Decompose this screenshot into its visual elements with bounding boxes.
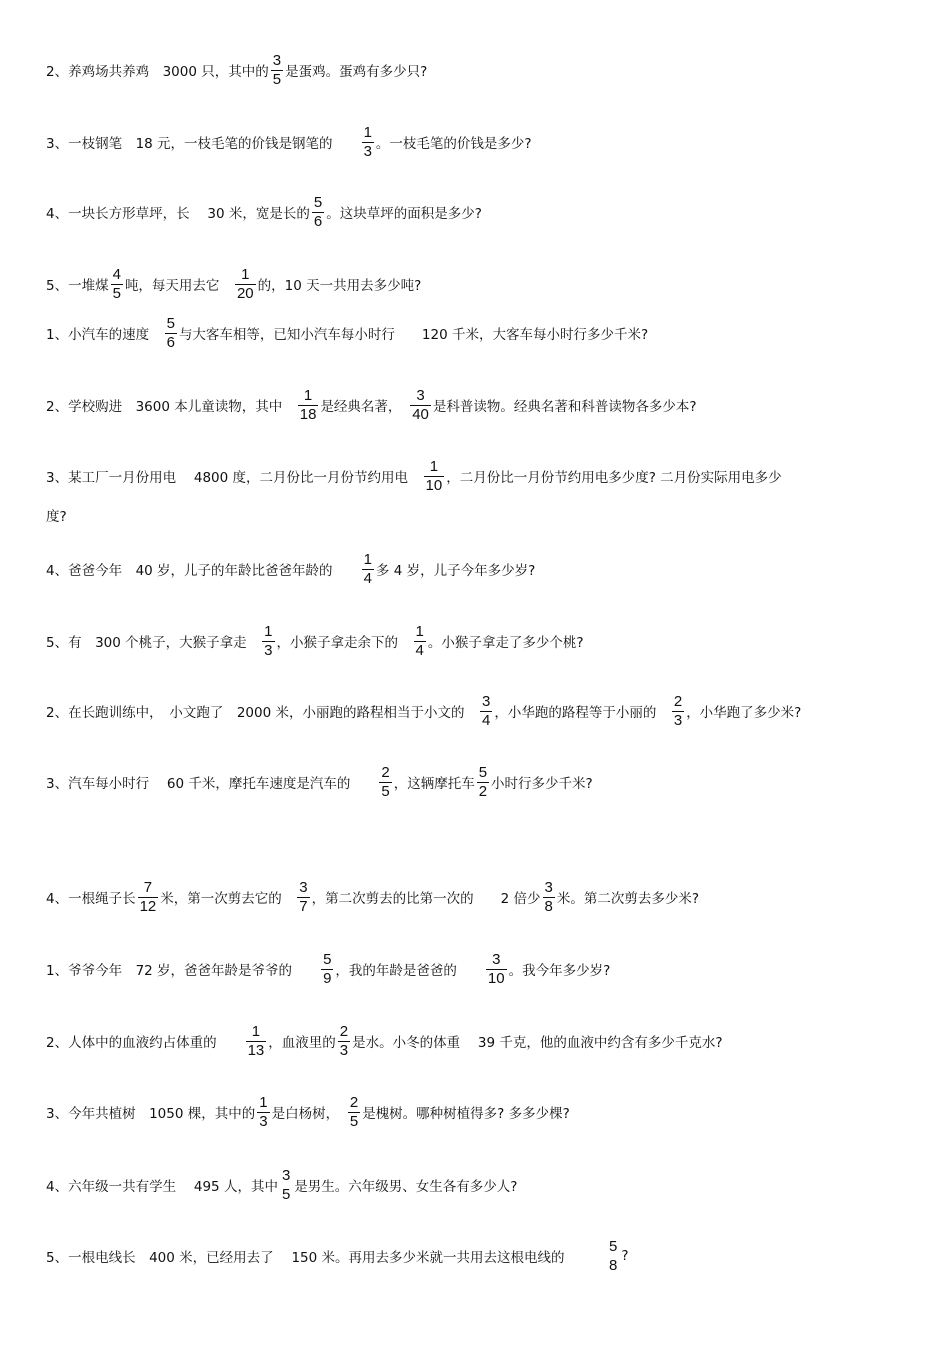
problem-line bbox=[46, 621, 910, 661]
fraction-denominator: 5 bbox=[349, 1112, 359, 1130]
fraction-denominator: 3 bbox=[673, 711, 683, 729]
fraction-numerator: 3 bbox=[281, 1166, 291, 1184]
fraction bbox=[280, 1168, 292, 1203]
fraction bbox=[410, 388, 431, 423]
fraction bbox=[477, 765, 489, 800]
problem-text: 。小猴子拿走了多少个桃? bbox=[427, 635, 584, 651]
problem-line bbox=[46, 192, 910, 232]
fraction bbox=[338, 1024, 350, 1059]
problem-text: ，血液里的 bbox=[268, 1035, 336, 1051]
fraction-numerator: 2 bbox=[381, 763, 390, 781]
fraction bbox=[414, 624, 426, 659]
fraction-numerator: 1 bbox=[241, 265, 250, 283]
fraction bbox=[672, 694, 684, 729]
fraction-numerator: 3 bbox=[492, 950, 501, 968]
problem-continuation: 度? bbox=[46, 509, 67, 525]
fraction-denominator: 5 bbox=[281, 1185, 291, 1203]
problem-text: 4、爸爸今年 40 岁，儿子的年龄比爸爸年龄的 bbox=[46, 563, 360, 579]
fraction bbox=[262, 624, 274, 659]
fraction bbox=[321, 952, 333, 987]
problem-text: 是白杨树， bbox=[271, 1106, 346, 1122]
fraction-denominator: 3 bbox=[264, 641, 273, 659]
problem-line bbox=[46, 1165, 910, 1205]
problem-text: 。我今年多少岁? bbox=[508, 963, 611, 979]
problem-text: 2、学校购进 3600 本儿童读物，其中 bbox=[46, 399, 296, 415]
fraction-numerator: 1 bbox=[429, 457, 439, 475]
problem-text: ? bbox=[621, 1248, 629, 1264]
fraction-denominator: 40 bbox=[412, 405, 429, 423]
fraction-denominator: 10 bbox=[487, 969, 505, 987]
problem-text: 5、有 300 个桃子，大猴子拿走 bbox=[46, 635, 261, 651]
problem-text: 3、某工厂一月份用电 4800 度，二月份比一月份节约用电 bbox=[46, 470, 422, 486]
fraction-numerator: 1 bbox=[303, 386, 313, 404]
fraction-denominator: 6 bbox=[166, 333, 175, 351]
problem-text: 。一枝毛笔的价钱是多少? bbox=[375, 136, 532, 152]
problem-text: 是槐树。哪种树植得多? 多多少棵? bbox=[362, 1106, 570, 1122]
problem-text: 5、一堆煤 bbox=[46, 278, 109, 294]
fraction bbox=[165, 316, 177, 351]
problem-text: ，这辆摩托车 bbox=[393, 776, 475, 792]
fraction bbox=[111, 267, 123, 302]
fraction bbox=[257, 1095, 269, 1130]
problem-text: 2、人体中的血液约占体重的 bbox=[46, 1035, 244, 1051]
fraction-numerator: 5 bbox=[166, 314, 175, 332]
fraction-numerator: 1 bbox=[363, 550, 372, 568]
fraction-denominator: 13 bbox=[247, 1041, 265, 1059]
fraction-numerator: 1 bbox=[259, 1093, 268, 1111]
problem-text: 1、爷爷今年 72 岁，爸爸年龄是爷爷的 bbox=[46, 963, 320, 979]
fraction bbox=[298, 388, 319, 423]
problem-text: 4、一块长方形草坪，长 30 米，宽是长的 bbox=[46, 206, 310, 222]
problem-text: 是男生。六年级男、女生各有多少人? bbox=[294, 1179, 518, 1195]
fraction bbox=[312, 195, 324, 230]
fraction bbox=[362, 552, 374, 587]
fraction bbox=[424, 459, 445, 494]
problem-line bbox=[46, 1092, 910, 1132]
problem-text: 是科普读物。经典名著和科普读物各多少本? bbox=[432, 399, 697, 415]
fraction-denominator: 6 bbox=[313, 212, 323, 230]
fraction-numerator: 3 bbox=[544, 878, 553, 896]
problem-line bbox=[46, 1021, 910, 1061]
fraction-denominator: 5 bbox=[272, 70, 282, 88]
fraction-denominator: 8 bbox=[609, 1256, 618, 1274]
problem-text: 4、六年级一共有学生 495 人，其中 bbox=[46, 1179, 278, 1195]
fraction-denominator: 9 bbox=[323, 969, 332, 987]
fraction-numerator: 5 bbox=[323, 950, 332, 968]
problem-text: 小时行多少千米? bbox=[491, 776, 593, 792]
problem-text: 5、一根电线长 400 米，已经用去了 150 米。再用去多少米就一共用去这根电线的 bbox=[46, 1250, 605, 1266]
problem-line bbox=[46, 877, 910, 917]
fraction-denominator: 10 bbox=[425, 476, 443, 494]
fraction-numerator: 3 bbox=[416, 386, 425, 404]
fraction-numerator: 1 bbox=[363, 123, 372, 141]
problem-text: 。这块草坪的面积是多少? bbox=[326, 206, 482, 222]
problem-line bbox=[46, 313, 910, 353]
problem-text: 3、一枝钢笔 18 元，一枝毛笔的价钱是钢笔的 bbox=[46, 136, 360, 152]
fraction bbox=[138, 880, 159, 915]
problem-text: 是水。小冬的体重 39 千克，他的血液中约含有多少千克水? bbox=[352, 1035, 723, 1051]
problem-text: 是经典名著， bbox=[320, 399, 409, 415]
problem-text: ，小华跑的路程等于小丽的 bbox=[494, 705, 670, 721]
fraction bbox=[486, 952, 507, 987]
fraction bbox=[543, 880, 555, 915]
fraction-numerator: 4 bbox=[112, 265, 121, 283]
fraction-denominator: 12 bbox=[139, 897, 157, 915]
fraction-denominator: 3 bbox=[363, 142, 372, 160]
problem-text: 多 4 岁，儿子今年多少岁? bbox=[375, 563, 536, 579]
fraction-numerator: 2 bbox=[339, 1022, 349, 1040]
problem-line bbox=[46, 264, 910, 304]
problem-text: 4、一根绳子长 bbox=[46, 891, 136, 907]
fraction bbox=[348, 1095, 360, 1130]
fraction-numerator: 2 bbox=[673, 692, 683, 710]
problem-line bbox=[46, 456, 910, 496]
fraction-denominator: 3 bbox=[259, 1112, 268, 1130]
fraction-numerator: 1 bbox=[415, 622, 424, 640]
problem-line bbox=[46, 122, 910, 162]
fraction-numerator: 1 bbox=[251, 1022, 261, 1040]
fraction-denominator: 4 bbox=[415, 641, 424, 659]
problem-line bbox=[46, 691, 910, 731]
fraction-denominator: 4 bbox=[482, 711, 491, 729]
problem-text: 3、今年共植树 1050 棵，其中的 bbox=[46, 1106, 256, 1122]
fraction-numerator: 5 bbox=[313, 193, 323, 211]
fraction-numerator: 7 bbox=[143, 878, 153, 896]
problem-text: 是蛋鸡。蛋鸡有多少只? bbox=[285, 64, 428, 80]
fraction bbox=[246, 1024, 267, 1059]
problem-text: ，我的年龄是爸爸的 bbox=[335, 963, 484, 979]
fraction bbox=[480, 694, 492, 729]
problem-line bbox=[46, 762, 910, 802]
fraction-denominator: 18 bbox=[299, 405, 317, 423]
fraction-numerator: 2 bbox=[349, 1093, 359, 1111]
problem-text: 米。第二次剪去多少米? bbox=[556, 891, 700, 907]
problem-text: 1、小汽车的速度 bbox=[46, 327, 163, 343]
problem-text: ，第二次剪去的比第一次的 2 倍少 bbox=[311, 891, 541, 907]
problem-line bbox=[46, 1236, 910, 1276]
problem-text: 与大客车相等，已知小汽车每小时行 120 千米，大客车每小时行多少千米? bbox=[178, 327, 649, 343]
fraction-denominator: 3 bbox=[339, 1041, 349, 1059]
fraction bbox=[271, 53, 283, 88]
fraction bbox=[235, 267, 256, 302]
problem-text: 的，10 天一共用去多少吨? bbox=[257, 278, 422, 294]
fraction-denominator: 7 bbox=[299, 897, 308, 915]
fraction-numerator: 1 bbox=[264, 622, 273, 640]
problem-text: 3、汽车每小时行 60 千米，摩托车速度是汽车的 bbox=[46, 776, 378, 792]
problem-text: ，小华跑了多少米? bbox=[686, 705, 802, 721]
problem-line bbox=[46, 549, 910, 589]
fraction-numerator: 3 bbox=[272, 51, 282, 69]
fraction-numerator: 5 bbox=[478, 763, 488, 781]
fraction-denominator: 20 bbox=[236, 284, 254, 302]
fraction bbox=[297, 880, 309, 915]
problem-text: ，小猴子拿走余下的 bbox=[276, 635, 412, 651]
problem-line bbox=[46, 50, 910, 90]
problem-line bbox=[46, 385, 910, 425]
fraction-denominator: 5 bbox=[112, 284, 121, 302]
problem-text: 2、养鸡场共养鸡 3000 只，其中的 bbox=[46, 64, 269, 80]
fraction-numerator: 5 bbox=[609, 1237, 618, 1255]
problem-line bbox=[46, 949, 910, 989]
fraction-numerator: 3 bbox=[482, 692, 491, 710]
problem-text: 2、在长跑训练中， 小文跑了 2000 米，小丽跑的路程相当于小文的 bbox=[46, 705, 478, 721]
problem-text: 吨，每天用去它 bbox=[124, 278, 233, 294]
fraction bbox=[362, 125, 374, 160]
problem-text: ，二月份比一月份节约用电多少度? 二月份实际用电多少 bbox=[446, 470, 782, 486]
fraction-denominator: 4 bbox=[363, 569, 372, 587]
fraction-denominator: 5 bbox=[381, 782, 390, 800]
fraction-denominator: 8 bbox=[544, 897, 553, 915]
fraction bbox=[379, 765, 391, 800]
problem-text: 米，第一次剪去它的 bbox=[160, 891, 296, 907]
fraction bbox=[607, 1239, 619, 1274]
fraction-denominator: 2 bbox=[478, 782, 488, 800]
fraction-numerator: 3 bbox=[299, 878, 308, 896]
